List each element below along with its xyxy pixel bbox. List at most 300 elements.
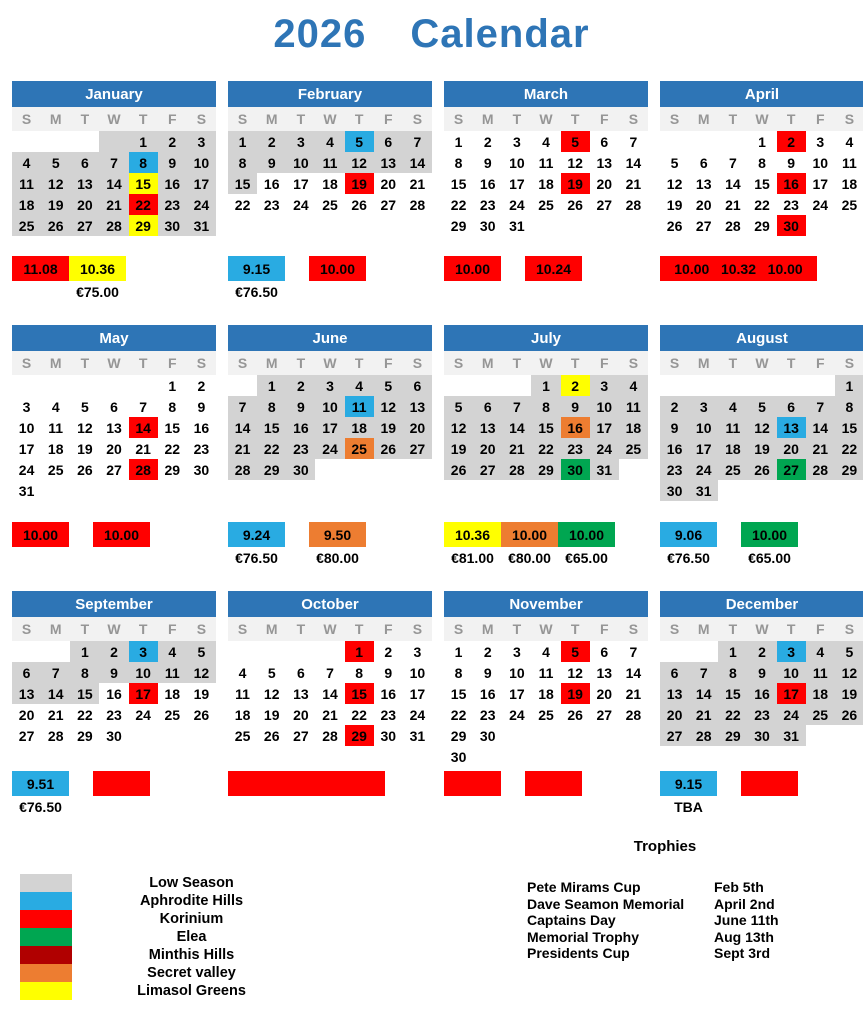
blank-cell (502, 375, 531, 396)
weekday-label: S (412, 355, 423, 371)
price-column (660, 256, 817, 303)
price-row (228, 771, 432, 818)
weekday-label: T (570, 355, 580, 371)
blank-cell (660, 131, 689, 152)
day-cell: 13 (12, 683, 41, 704)
price-row (444, 522, 648, 569)
day-cell: 14 (322, 685, 338, 702)
day-cell: 3 (129, 641, 158, 662)
month-october (228, 591, 432, 818)
day-cell: 11 (235, 685, 250, 702)
day-cell: 17 (315, 417, 344, 438)
price-column (741, 771, 798, 818)
price-box: 10.00 (12, 522, 69, 547)
day-cell: 15 (129, 173, 158, 194)
day-cell: 13 (106, 419, 122, 436)
day-cell: 6 (699, 154, 708, 171)
price-box: 9.24 (228, 522, 285, 547)
day-cell: 1 (168, 377, 177, 394)
trophy-name: Memorial Trophy (527, 928, 640, 945)
day-cell: 14 (228, 417, 257, 438)
day-cell: 7 (41, 662, 70, 683)
day-cell: 29 (450, 217, 467, 234)
day-cell: 8 (129, 152, 158, 173)
weekday-label: T (296, 111, 306, 127)
day-cell: 22 (129, 194, 158, 215)
month-september (12, 591, 216, 818)
weekday-label: F (599, 111, 609, 127)
day-cell: 4 (315, 131, 344, 152)
day-cell: 1 (758, 133, 766, 150)
day-cell: 21 (99, 194, 128, 215)
day-cell: 30 (777, 215, 806, 236)
month-december (660, 591, 863, 818)
blank-cell (228, 375, 257, 396)
day-cell: 2 (561, 375, 590, 396)
price-box: 10.00 (93, 522, 150, 547)
day-cell: 20 (596, 685, 613, 702)
day-cell: 16 (380, 685, 397, 702)
day-cell: 3 (413, 643, 422, 660)
price-note: €76.50 (235, 550, 278, 566)
day-cell: 25 (345, 438, 374, 459)
day-cell: 20 (403, 417, 432, 438)
blank-cell (689, 375, 718, 396)
day-cell: 1 (228, 131, 257, 152)
day-cell: 5 (41, 152, 70, 173)
day-cell: 14 (502, 417, 531, 438)
trophy-date: Aug 13th (714, 928, 774, 945)
day-cell: 12 (567, 154, 583, 171)
day-cell: 24 (812, 196, 829, 213)
weekday-label: T (570, 111, 580, 127)
month-name: November (444, 591, 648, 617)
blank-cell (660, 641, 689, 662)
day-cell: 30 (380, 727, 397, 744)
day-cell: 6 (473, 396, 502, 417)
day-cell: 21 (322, 706, 338, 723)
day-cell: 26 (41, 215, 70, 236)
price-box: 10.36 (69, 256, 126, 281)
trophy-name: Captains Day (527, 912, 616, 928)
day-cell: 23 (479, 196, 496, 213)
day-cell: 19 (835, 683, 863, 704)
day-cell: 31 (509, 217, 525, 234)
day-cell: 26 (747, 459, 776, 480)
day-cell: 27 (106, 461, 122, 478)
day-cell: 17 (777, 683, 806, 704)
day-cell: 27 (660, 725, 689, 746)
blank-cell (747, 375, 776, 396)
price-box: 9.15 (660, 771, 717, 796)
day-cell: 9 (483, 664, 492, 681)
day-cell: 9 (99, 662, 128, 683)
day-cell: 15 (835, 417, 863, 438)
blank-cell (286, 641, 315, 662)
legend-swatch-elea (20, 928, 72, 946)
blank-cell (561, 725, 590, 746)
day-cell: 23 (193, 440, 210, 457)
day-cell: 18 (345, 417, 374, 438)
legend-label: Elea (176, 929, 207, 945)
day-cell: 25 (47, 461, 64, 478)
day-cell: 19 (77, 440, 93, 457)
price-box: 10.00 10.32 10.00 (660, 256, 817, 281)
month-may (12, 325, 216, 569)
day-cell: 6 (110, 398, 118, 415)
day-cell: 12 (747, 417, 776, 438)
month-name: September (12, 591, 216, 617)
day-cell: 21 (409, 175, 426, 192)
day-cell: 8 (228, 152, 257, 173)
day-cell: 11 (48, 419, 64, 436)
day-cell: 14 (99, 173, 128, 194)
month-june (228, 325, 432, 569)
legend-label: Minthis Hills (148, 947, 235, 963)
day-cell: 26 (567, 706, 583, 723)
weekday-label: S (196, 111, 207, 127)
day-cell: 3 (689, 396, 718, 417)
day-cell: 24 (509, 706, 525, 723)
day-cell: 1 (718, 641, 747, 662)
price-note: €75.00 (76, 284, 119, 300)
day-cell: 1 (70, 641, 99, 662)
weekday-label: T (296, 621, 306, 637)
price-column (660, 771, 717, 818)
day-cell: 6 (777, 396, 806, 417)
day-cell: 23 (561, 438, 590, 459)
day-cell: 15 (531, 417, 560, 438)
day-cell: 19 (561, 173, 590, 194)
day-cell: 11 (345, 396, 374, 417)
price-column (558, 522, 615, 569)
day-cell: 3 (22, 398, 31, 415)
day-cell: 29 (531, 459, 560, 480)
day-cell: 24 (590, 438, 619, 459)
day-cell: 30 (193, 461, 210, 478)
day-cell: 30 (479, 727, 496, 744)
trophy-name: Dave Seamon Memorial (527, 895, 685, 912)
day-cell: 2 (747, 641, 776, 662)
price-box: 10.00 (444, 256, 501, 281)
legend (20, 874, 299, 1000)
day-cell: 15 (754, 175, 770, 192)
day-cell: 22 (754, 196, 770, 213)
day-cell: 21 (689, 704, 718, 725)
blank-cell (718, 375, 747, 396)
day-cell: 17 (689, 438, 718, 459)
month-name: July (444, 325, 648, 351)
day-cell: 25 (12, 215, 41, 236)
weekday-label: W (539, 355, 553, 371)
day-cell: 9 (747, 662, 776, 683)
day-cell: 6 (600, 133, 609, 150)
day-cell: 22 (234, 196, 251, 213)
weekday-label: S (412, 111, 423, 127)
day-cell: 2 (158, 131, 187, 152)
weekday-label: M (49, 355, 62, 371)
weekday-label: T (80, 111, 90, 127)
day-grid (660, 641, 863, 771)
weekday-label: M (265, 111, 278, 127)
blank-cell (473, 375, 502, 396)
legend-swatch-minthis (20, 946, 72, 964)
day-cell: 16 (479, 685, 496, 702)
trophy-row (527, 945, 803, 962)
day-cell: 5 (187, 641, 216, 662)
day-cell: 29 (129, 215, 158, 236)
day-cell: 26 (567, 196, 583, 213)
day-cell: 19 (41, 194, 70, 215)
day-grid (444, 375, 648, 522)
month-name: May (12, 325, 216, 351)
day-cell: 18 (718, 438, 747, 459)
day-cell: 12 (666, 175, 683, 192)
day-cell: 14 (689, 683, 718, 704)
day-cell: 28 (47, 727, 64, 744)
day-cell: 28 (228, 459, 257, 480)
day-cell: 22 (164, 440, 181, 457)
day-cell: 14 (41, 683, 70, 704)
weekday-label: F (815, 355, 825, 371)
day-cell: 28 (625, 196, 642, 213)
weekday-label: F (167, 355, 177, 371)
day-cell: 20 (473, 438, 502, 459)
weekday-label: S (628, 621, 639, 637)
day-cell: 30 (660, 480, 689, 501)
price-column (660, 522, 717, 569)
day-cell: 7 (629, 133, 638, 150)
weekday-label: W (107, 621, 121, 637)
day-cell: 30 (450, 748, 467, 765)
day-cell: 9 (384, 664, 393, 681)
day-cell: 25 (619, 438, 648, 459)
day-cell: 29 (450, 727, 467, 744)
day-cell: 6 (296, 664, 305, 681)
day-cell: 13 (70, 173, 99, 194)
weekday-label: M (697, 111, 710, 127)
blank-cell (777, 375, 806, 396)
day-cell: 5 (80, 398, 89, 415)
month-name: June (228, 325, 432, 351)
price-column (444, 771, 501, 818)
day-cell: 20 (777, 438, 806, 459)
day-cell: 23 (158, 194, 187, 215)
day-cell: 24 (293, 196, 309, 213)
weekday-label: S (844, 621, 855, 637)
weekday-label: W (539, 621, 553, 637)
price-box: 11.08 (12, 256, 69, 281)
weekday-label: T (570, 621, 580, 637)
weekday-label: F (383, 621, 393, 637)
day-cell: 7 (806, 396, 835, 417)
weekday-label: T (728, 111, 738, 127)
day-cell: 2 (99, 641, 128, 662)
day-cell: 14 (725, 175, 741, 192)
weekday-label: S (453, 621, 464, 637)
day-cell: 18 (12, 194, 41, 215)
day-cell: 28 (806, 459, 835, 480)
price-box (93, 771, 150, 796)
day-cell: 4 (542, 133, 550, 150)
day-cell: 6 (403, 375, 432, 396)
trophies-title: Trophies (633, 838, 697, 855)
day-cell: 2 (197, 377, 206, 394)
day-cell: 2 (483, 643, 492, 660)
price-box (525, 771, 582, 796)
weekday-label: T (296, 355, 306, 371)
month-january (12, 81, 216, 303)
weekday-label: W (107, 355, 121, 371)
weekday-label: F (815, 111, 825, 127)
weekday-label: T (80, 621, 90, 637)
day-cell: 16 (286, 417, 315, 438)
day-cell: 12 (835, 662, 863, 683)
blank-cell (689, 641, 718, 662)
day-cell: 19 (561, 683, 590, 704)
day-cell: 28 (322, 727, 338, 744)
day-cell: 2 (384, 643, 393, 660)
day-cell: 10 (315, 396, 344, 417)
blank-cell (619, 725, 648, 746)
price-box: 10.00 (309, 256, 366, 281)
month-name: April (660, 81, 863, 107)
day-cell: 16 (561, 417, 590, 438)
day-cell: 3 (777, 641, 806, 662)
day-cell: 2 (660, 396, 689, 417)
weekday-label: S (669, 111, 680, 127)
day-cell: 28 (625, 706, 642, 723)
day-cell: 17 (187, 173, 216, 194)
day-cell: 2 (777, 131, 806, 152)
day-cell: 29 (835, 459, 863, 480)
legend-swatch-limasol (20, 982, 72, 1000)
day-cell: 29 (77, 727, 93, 744)
day-cell: 10 (777, 662, 806, 683)
day-cell: 22 (718, 704, 747, 725)
day-cell: 14 (625, 664, 642, 681)
day-cell: 28 (129, 459, 158, 480)
price-note: TBA (674, 799, 703, 815)
price-box: 10.00 (501, 522, 558, 547)
day-cell: 10 (187, 152, 216, 173)
day-cell: 27 (403, 438, 432, 459)
day-cell: 27 (293, 727, 309, 744)
day-cell: 20 (380, 175, 397, 192)
weekday-label: M (697, 355, 710, 371)
day-cell: 29 (164, 461, 181, 478)
price-row (444, 771, 648, 818)
day-cell: 14 (625, 154, 642, 171)
day-cell: 23 (380, 706, 397, 723)
day-cell: 21 (47, 706, 64, 723)
blank-cell (257, 641, 286, 662)
weekday-label: S (237, 355, 248, 371)
trophies-list (527, 879, 803, 962)
price-box: 10.36 (444, 522, 501, 547)
day-cell: 31 (187, 215, 216, 236)
day-cell: 22 (835, 438, 863, 459)
day-cell: 14 (129, 417, 158, 438)
day-cell: 22 (351, 706, 367, 723)
day-grid (444, 131, 648, 256)
day-cell: 18 (806, 683, 835, 704)
day-cell: 25 (322, 196, 338, 213)
day-cell: 11 (619, 396, 648, 417)
day-cell: 27 (70, 215, 99, 236)
day-cell: 17 (812, 175, 829, 192)
title-word: Calendar (410, 12, 590, 56)
day-cell: 10 (286, 152, 315, 173)
price-row (660, 256, 863, 303)
weekday-header-row (444, 107, 648, 131)
day-cell: 12 (444, 417, 473, 438)
weekday-label: M (697, 621, 710, 637)
trophy-row (527, 912, 803, 929)
legend-label: Secret valley (147, 965, 236, 981)
day-cell: 21 (228, 438, 257, 459)
month-name: January (12, 81, 216, 107)
day-cell: 16 (263, 175, 280, 192)
day-cell: 9 (483, 154, 492, 171)
price-box: 9.06 (660, 522, 717, 547)
day-cell: 17 (590, 417, 619, 438)
day-cell: 10 (509, 664, 525, 681)
day-cell: 20 (293, 706, 309, 723)
day-cell: 13 (374, 152, 403, 173)
day-grid (660, 131, 863, 256)
day-cell: 28 (409, 196, 426, 213)
day-cell: 12 (263, 685, 280, 702)
day-cell: 10 (409, 664, 426, 681)
day-cell: 8 (257, 396, 286, 417)
legend-label: Limasol Greens (137, 983, 246, 999)
weekday-label: M (49, 621, 62, 637)
weekday-label: T (512, 111, 522, 127)
weekday-label: F (599, 355, 609, 371)
price-column (12, 256, 69, 303)
blank-cell (689, 131, 718, 152)
day-cell: 15 (450, 175, 467, 192)
day-cell: 7 (99, 152, 128, 173)
day-cell: 27 (596, 706, 613, 723)
month-name: February (228, 81, 432, 107)
blank-cell (70, 375, 99, 396)
day-cell: 26 (835, 704, 863, 725)
day-cell: 18 (538, 685, 554, 702)
page-title (0, 12, 863, 57)
day-cell: 10 (129, 662, 158, 683)
price-note: €81.00 (451, 550, 494, 566)
weekday-label: T (138, 111, 148, 127)
day-cell: 26 (351, 196, 367, 213)
day-cell: 1 (129, 131, 158, 152)
day-cell: 5 (561, 131, 590, 152)
day-cell: 16 (777, 173, 806, 194)
weekday-header-row (444, 351, 648, 375)
day-cell: 3 (286, 131, 315, 152)
weekday-header-row (660, 351, 863, 375)
weekday-label: M (481, 355, 494, 371)
day-cell: 24 (135, 706, 151, 723)
weekday-label: S (844, 111, 855, 127)
day-cell: 11 (538, 664, 554, 681)
weekday-label: T (512, 621, 522, 637)
day-cell: 23 (286, 438, 315, 459)
weekday-label: S (453, 355, 464, 371)
day-cell: 30 (106, 727, 122, 744)
legend-swatch-korinium (20, 910, 72, 928)
